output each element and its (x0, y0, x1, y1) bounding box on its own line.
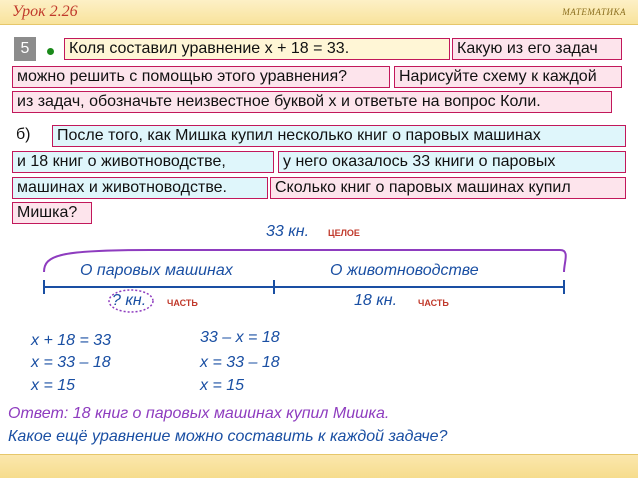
task-b-line-3b: Сколько книг о паровых машинах купил (270, 177, 626, 199)
task-b-line-3a: машинах и животноводстве. (12, 177, 268, 199)
whole-caption: ЦЕЛОЕ (328, 228, 360, 238)
left-part-caption: ЧАСТЬ (167, 298, 198, 308)
part-b-label: б) (16, 126, 31, 143)
left-part-label: О паровых машинах (80, 262, 233, 279)
right-part-caption: ЧАСТЬ (418, 298, 449, 308)
task-b-line-4: Мишка? (12, 202, 92, 224)
task-line-2b: Нарисуйте схему к каждой (394, 66, 622, 88)
task-line-2a: можно решить с помощью этого уравнения? (12, 66, 390, 88)
right-equation-2: х = 33 – 18 (200, 354, 280, 371)
lesson-title: Урок 2.26 (12, 3, 78, 20)
task-line-1b: Какую из его задач (452, 38, 622, 60)
task-line-3: из задач, обозначьте неизвестное буквой х и ответьте на вопрос Коли. (12, 91, 612, 113)
right-equation-1: 33 – х = 18 (200, 329, 280, 346)
task-b-line-1: После того, как Мишка купил несколько книг о паровых машинах (52, 125, 626, 147)
task-line-1a: Коля составил уравнение х + 18 = 33. (64, 38, 450, 60)
right-equation-3: х = 15 (200, 377, 245, 394)
answer-text: Ответ: 18 книг о паровых машинах купил Мишка. (8, 405, 390, 422)
known-value: 18 кн. (354, 292, 398, 309)
follow-up-question: Какое ещё уравнение можно составить к каждой задаче? (8, 428, 448, 445)
footer-bar (0, 454, 638, 478)
task-b-line-2a: и 18 книг о животноводстве, (12, 151, 274, 173)
task-number-badge: 5 (14, 37, 36, 61)
task-b-line-2b: у него оказалось 33 книги о паровых (278, 151, 626, 173)
subject-label: МАТЕМАТИКА (562, 7, 626, 17)
right-part-label: О животноводстве (330, 262, 479, 279)
left-equation-3: х = 15 (31, 377, 76, 394)
left-equation-1: х + 18 = 33 (31, 332, 112, 349)
unknown-value: ? кн. (112, 292, 147, 309)
left-equation-2: х = 33 – 18 (31, 354, 111, 371)
whole-value: 33 кн. (266, 223, 310, 240)
